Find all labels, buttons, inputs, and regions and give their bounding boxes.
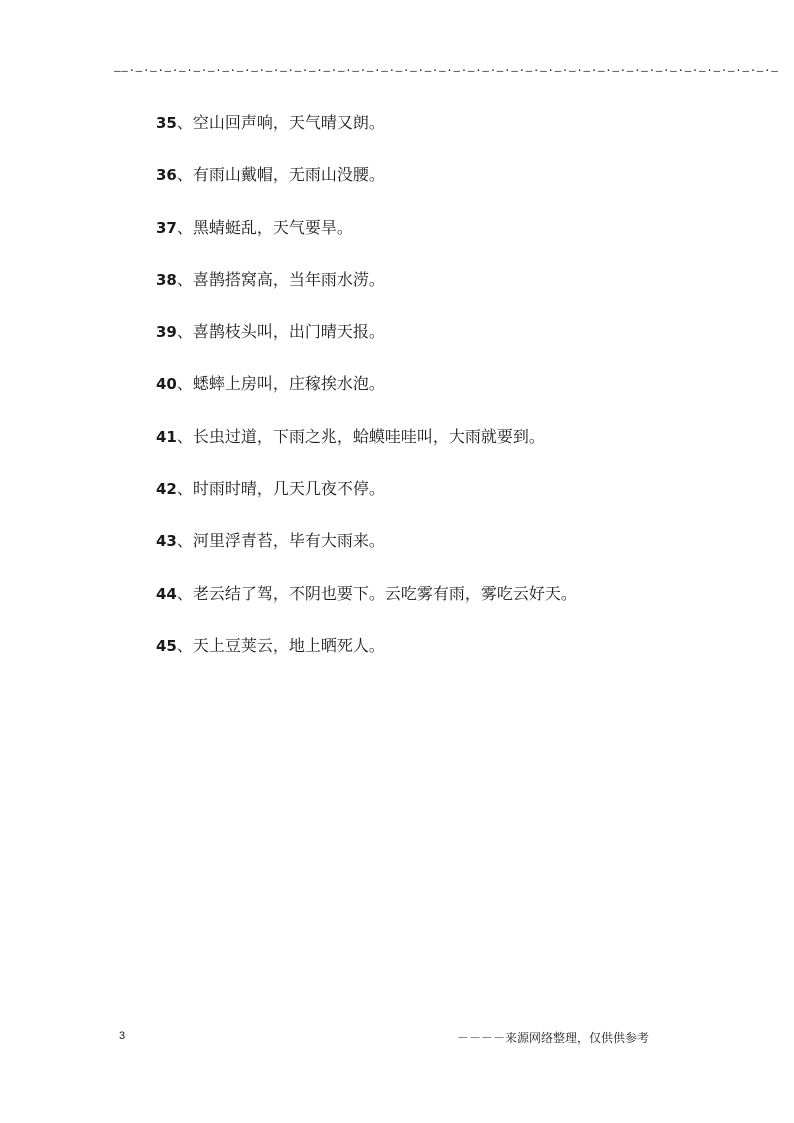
item-separator: 、 [176, 165, 193, 185]
item-separator: 、 [176, 635, 193, 655]
item-number: 39 [156, 323, 177, 342]
list-item [156, 108, 756, 160]
item-separator: 、 [176, 113, 193, 132]
item-separator: 、 [176, 531, 193, 551]
item-separator: 、 [176, 322, 193, 342]
list-item [156, 422, 756, 474]
list-item [156, 160, 756, 212]
item-text: 天上豆荚云，地上晒死人。 [192, 635, 385, 655]
item-number: 45 [156, 636, 177, 655]
item-text: 蟋蟀上房叫，庄稼挨水泡。 [192, 374, 385, 394]
item-separator: 、 [176, 269, 193, 289]
page-number: 3 [119, 1030, 126, 1042]
item-number: 44 [156, 584, 177, 603]
list-item [156, 526, 756, 578]
item-separator: 、 [176, 426, 193, 446]
item-separator: 、 [176, 479, 193, 499]
item-text: 长虫过道，下雨之兆，蛤蟆哇哇叫，大雨就要到。 [192, 426, 545, 446]
item-number: 36 [156, 166, 177, 185]
list-item [156, 369, 756, 421]
item-separator: 、 [176, 217, 193, 237]
item-separator: 、 [176, 374, 193, 394]
item-number: 38 [156, 270, 177, 289]
item-text: 空山回声响，天气晴又朗。 [192, 113, 385, 132]
item-number: 43 [156, 532, 177, 551]
item-text: 时雨时晴，几天几夜不停。 [192, 479, 385, 499]
item-number: 41 [156, 427, 177, 446]
list-item [156, 579, 756, 631]
header-dashed-rule: ––·–·–·–·–·–·–·–·–·–·–·–·–·–·–·–·–·–·–·–·–·–·–·–·–·–·–·–·–·–·–·–·–·–·–·–·–·–·–·–·–·–·–·–·–·– [114, 64, 779, 77]
item-text: 喜鹊搭窝高，当年雨水涝。 [192, 269, 385, 289]
item-number: 37 [156, 218, 177, 237]
list-item [156, 474, 756, 526]
list-item [156, 317, 756, 369]
item-number: 35 [156, 114, 177, 132]
proverb-list [156, 108, 756, 683]
list-item [156, 631, 756, 683]
item-text: 黑蜻蜓乱，天气要旱。 [192, 217, 353, 237]
item-text: 喜鹊枝头叫，出门晴天报。 [192, 322, 385, 342]
list-item [156, 265, 756, 317]
item-text: 有雨山戴帽，无雨山没腰。 [192, 165, 385, 185]
footer-source-note: －－－－来源网络整理，仅供供参考 [457, 1031, 650, 1045]
item-number: 42 [156, 480, 177, 499]
item-separator: 、 [176, 583, 193, 603]
item-text: 老云结了驾，不阴也要下。云吃雾有雨，雾吃云好天。 [192, 583, 577, 603]
list-item [156, 213, 756, 265]
item-number: 40 [156, 375, 177, 394]
item-text: 河里浮青苔，毕有大雨来。 [192, 531, 385, 551]
